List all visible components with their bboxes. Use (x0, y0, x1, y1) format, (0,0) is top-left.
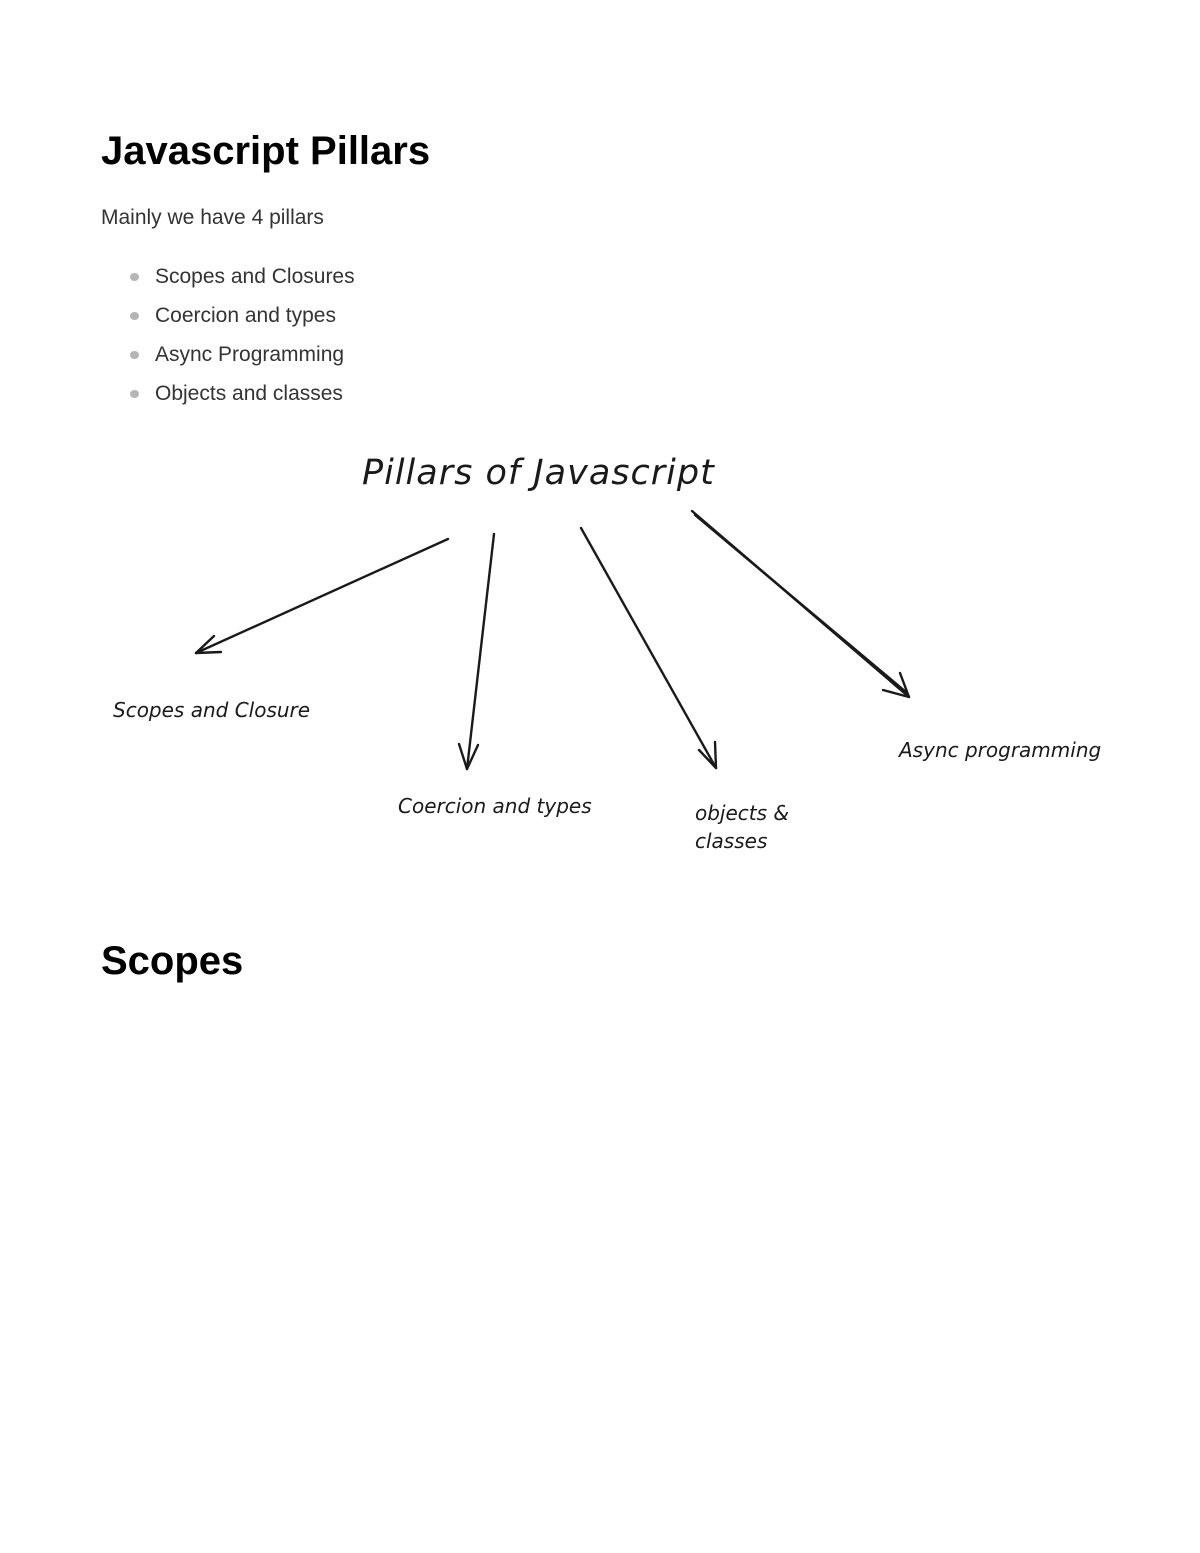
diagram-node-coercion: Coercion and types (398, 794, 592, 818)
pillars-list (101, 262, 355, 418)
list-item-text: Coercion and types (155, 304, 336, 327)
diagram-node-scopes: Scopes and Closure (113, 698, 311, 722)
bullet-icon (130, 351, 139, 359)
diagram-node-objects-line1: objects & (695, 801, 790, 825)
list-item-text: Objects and classes (155, 382, 343, 405)
bullet-icon (130, 273, 139, 281)
list-item-text: Scopes and Closures (155, 265, 355, 288)
page-title: Javascript Pillars (101, 129, 431, 173)
arrow-scopes (196, 539, 448, 653)
arrow-coercion (459, 534, 494, 769)
arrow-async (692, 511, 909, 697)
list-item (101, 262, 355, 301)
arrow-objects (581, 528, 716, 768)
section-heading-scopes: Scopes (101, 939, 244, 983)
diagram-node-async: Async programming (899, 738, 1102, 762)
diagram-title: Pillars of Javascript (362, 453, 715, 493)
list-item (101, 379, 355, 418)
bullet-icon (130, 312, 139, 320)
list-item (101, 301, 355, 340)
bullet-icon (130, 390, 139, 398)
diagram-node-objects-line2: classes (695, 829, 768, 853)
list-item-text: Async Programming (155, 343, 345, 366)
intro-paragraph: Mainly we have 4 pillars (101, 206, 324, 229)
pillars-diagram (0, 430, 1200, 870)
list-item (101, 340, 355, 379)
